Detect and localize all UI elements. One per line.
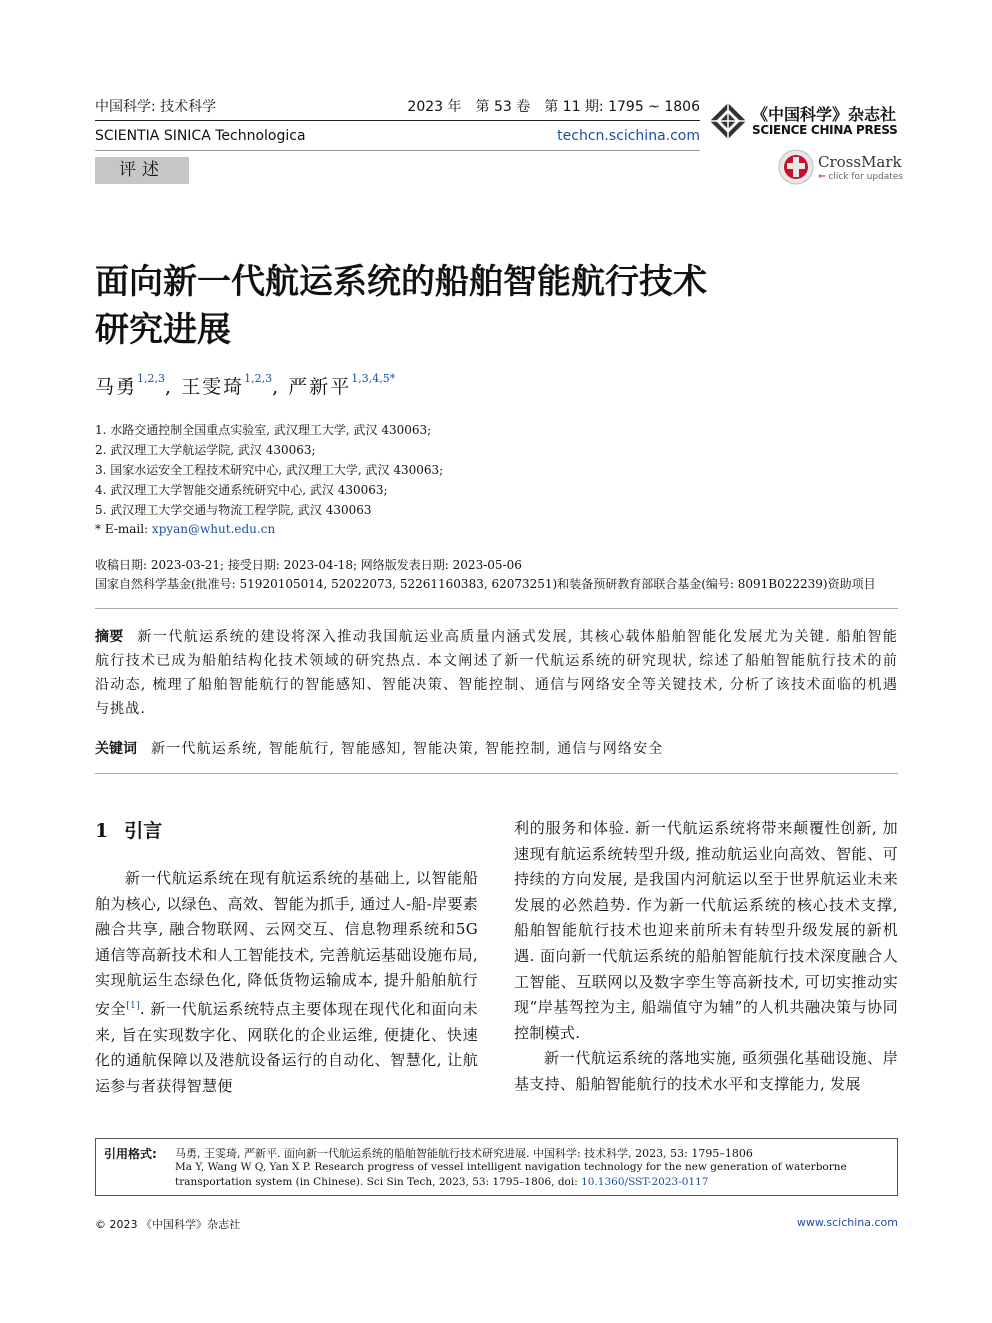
- section-rule-top: [95, 608, 898, 609]
- corresponding-email: * E-mail: xpyan@whut.edu.cn: [95, 522, 276, 536]
- author-affiliation-ref[interactable]: 1,2,3: [137, 372, 166, 385]
- body-paragraph: 新一代航运系统在现有航运系统的基础上, 以智能船舶为核心, 以绿色、高效、智能为抓手, 通过人-船-岸要素融合共享, 融合物联网、云网交互、信息物理系统和5G通信等高新技术和人工智能技术, 完善航运基础设施布局, 实现航运生态绿色化, 降低货物运输成本, 提升船舶航行安全[1]. 新一代航运系统特点主要体现在现代化和面向未来, 旨在实现数字化、网联化的企业运维, 便捷化、快速化的通航保障以及港航设备运行的自动化、智慧化, 让航运参与者获得智慧便: [95, 869, 478, 1095]
- citation-cn: 马勇, 王雯琦, 严新平. 面向新一代航运系统的船舶智能航行技术研究进展. 中国科学: 技术科学, 2023, 53: 1795–1806: [175, 1147, 753, 1160]
- keywords: [95, 737, 898, 761]
- author-affiliation-ref[interactable]: 1,3,4,5*: [351, 372, 396, 385]
- abstract-label: 摘要: [95, 629, 124, 645]
- author-name: 马勇: [95, 376, 138, 398]
- author-name: 严新平: [288, 376, 352, 398]
- affiliation: 5. 武汉理工大学交通与物流工程学院, 武汉 430063: [95, 503, 372, 517]
- affiliation: 3. 国家水运安全工程技术研究中心, 武汉理工大学, 武汉 430063;: [95, 463, 444, 477]
- funding-info: 国家自然科学基金(批准号: 51920105014, 52022073, 52261160383, 62073251)和装备预研教育部联合基金(编号: 8091B022239)资助项目: [95, 577, 876, 591]
- doi-link[interactable]: 10.1360/SST-2023-0117: [581, 1176, 709, 1188]
- category-badge: 评述: [95, 157, 189, 184]
- arrow-left-icon: ⇐: [818, 172, 826, 182]
- footer-copyright: © 2023 《中国科学》杂志社: [95, 1218, 240, 1231]
- abstract-text: 新一代航运系统的建设将深入推动我国航运业高质量内涵式发展, 其核心载体船舶智能化发展尤为关键. 船舶智能航行技术已成为船舶结构化技术领域的研究热点. 本文阐述了新一代航运系统的研究现状, 综述了船舶智能航行技术的前沿动态, 梳理了船舶智能航行的智能感知、智能决策、智能控制、通信与网络安全等关键技术, 分析了该技术面临的机遇与挑战.: [95, 629, 898, 717]
- body-paragraph: 新一代航运系统的落地实施, 亟须强化基础设施、岸基支持、船舶智能航行的技术水平和支撑能力, 发展: [514, 1049, 898, 1093]
- article-title: [95, 258, 795, 354]
- keywords-label: 关键词: [95, 741, 137, 757]
- article-title-line2: 研究进展: [95, 310, 231, 350]
- publisher-name-en: SCIENCE CHINA PRESS: [752, 123, 898, 137]
- author-list: [95, 372, 395, 399]
- footer-website-link[interactable]: www.scichina.com: [796, 1216, 898, 1229]
- citation-en: Ma Y, Wang W Q, Yan X P. Research progress of vessel intelligent navigation technology for the new generation of waterborne transportation system (in Chinese). Sci Sin Tech, 2023, 53: 1795–1806, doi: 10.1360/SST-2023-0117: [175, 1161, 847, 1188]
- article-dates: 收稿日期: 2023-03-21; 接受日期: 2023-04-18; 网络版发表日期: 2023-05-06: [95, 558, 522, 572]
- affiliation: 2. 武汉理工大学航运学院, 武汉 430063;: [95, 443, 316, 457]
- crossmark-icon[interactable]: [778, 149, 814, 185]
- article-title-line1: 面向新一代航运系统的船舶智能航行技术: [95, 262, 707, 302]
- section-title: 引言: [124, 820, 163, 842]
- crossmark-subtitle[interactable]: ⇐ click for updates: [818, 172, 904, 182]
- citation-ref[interactable]: [1]: [126, 1000, 140, 1011]
- body-column-left: [95, 866, 478, 1099]
- email-link[interactable]: xpyan@whut.edu.cn: [151, 522, 276, 536]
- publisher-name-cn: 《中国科学》杂志社: [752, 105, 897, 124]
- journal-name-en: SCIENTIA SINICA Technologica: [95, 128, 306, 144]
- section-heading: [95, 816, 162, 843]
- abstract: [95, 625, 898, 721]
- science-china-press-logo-icon: [708, 101, 748, 141]
- body-paragraph: 利的服务和体验. 新一代航运系统将带来颠覆性创新, 加速现有航运系统转型升级, 推动航运业向高效、智能、可持续的方向发展, 是我国内河航运以至于世界航运业未来发展的必然趋势. 作为新一代航运系统的核心技术支撑, 船舶智能航行技术也迎来前所未有转型升级发展的新机遇. 面向新一代航运系统的船舶智能航行技术深度融合人工智能、互联网以及数字孪生等高新技术, 可切实推动实现“岸基驾控为主, 船端值守为辅”的人机共融决策与协同控制模式.: [514, 819, 898, 1042]
- body-column-right: [514, 816, 898, 1098]
- journal-header-line1: [95, 96, 700, 116]
- header-rule: [95, 120, 700, 121]
- author-separator: ,: [165, 376, 182, 398]
- affiliation: 4. 武汉理工大学智能交通系统研究中心, 武汉 430063;: [95, 483, 388, 497]
- author-name: 王雯琦: [181, 376, 245, 398]
- author-affiliation-ref[interactable]: 1,2,3: [244, 372, 273, 385]
- keywords-text: 新一代航运系统, 智能航行, 智能感知, 智能决策, 智能控制, 通信与网络安全: [151, 741, 664, 757]
- journal-header-line2: [95, 128, 700, 144]
- author-separator: ,: [272, 376, 289, 398]
- crossmark-title[interactable]: CrossMark: [818, 153, 902, 171]
- citation-label: 引用格式:: [104, 1147, 157, 1161]
- journal-website-link[interactable]: techcn.scichina.com: [557, 128, 700, 144]
- journal-name-cn: 中国科学: 技术科学: [95, 99, 217, 115]
- issue-info: 2023 年 第 53 卷 第 11 期: 1795 ~ 1806: [407, 99, 700, 115]
- affiliation: 1. 水路交通控制全国重点实验室, 武汉理工大学, 武汉 430063;: [95, 423, 432, 437]
- header-rule-2: [95, 150, 700, 151]
- section-number: 1: [95, 820, 109, 842]
- section-rule-bottom: [95, 773, 898, 774]
